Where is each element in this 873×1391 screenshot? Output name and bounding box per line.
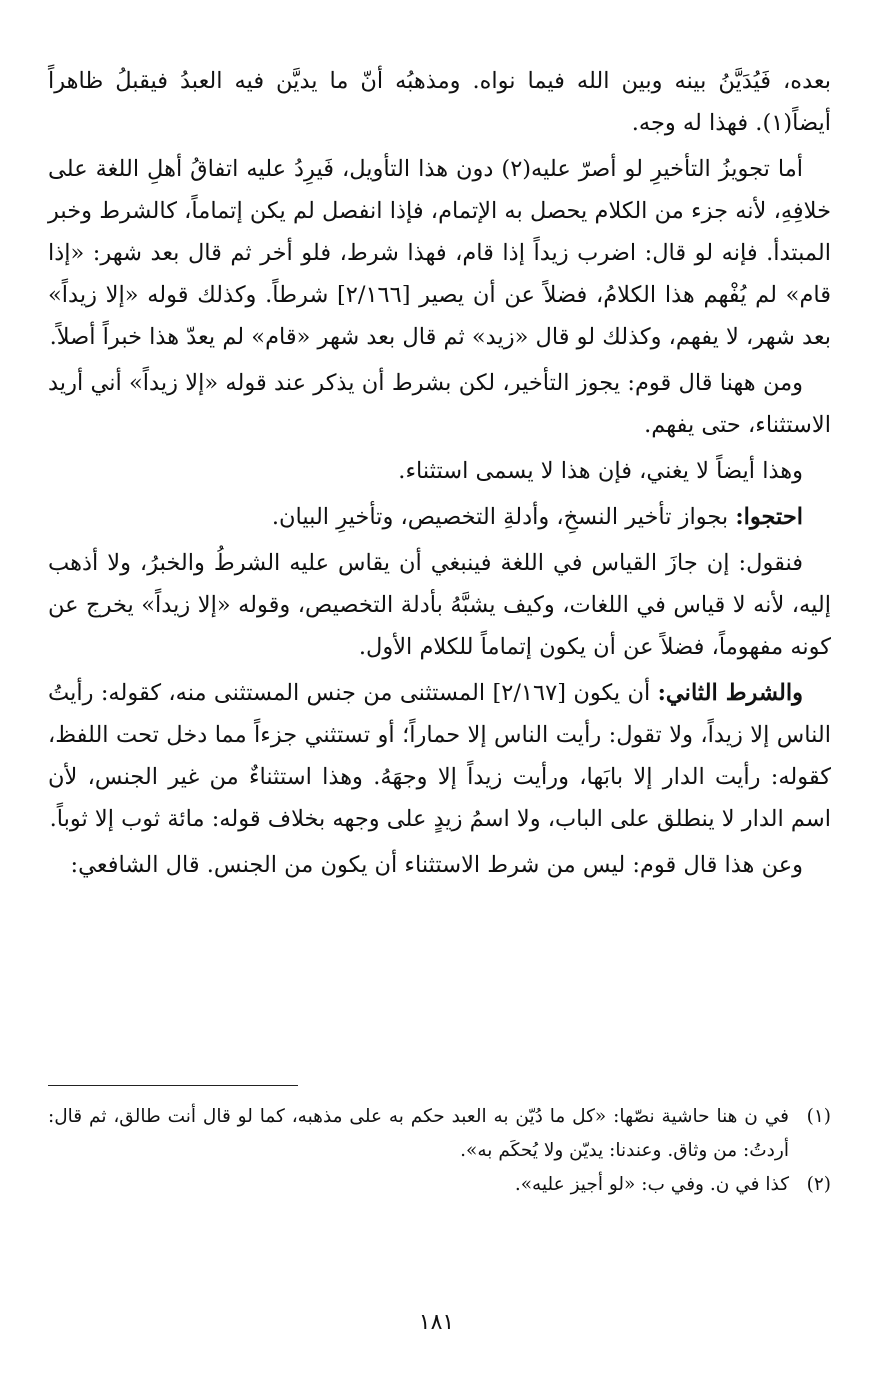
- paragraph-3: [48, 362, 831, 446]
- footnote-text: في ن هنا حاشية نصّها: «كل ما دُيّن به العبد حكم به على مذهبه، كما لو قال أنت طالق، ثم قال: أردتُ: من وثاق. وعندنا: يديّن ولا يُحكَم به».: [48, 1106, 789, 1161]
- footnote-2: [48, 1168, 831, 1202]
- footnotes: [48, 1085, 831, 1202]
- paragraph-text: بجواز تأخير النسخِ، وأدلةِ التخصيص، وتأخيرِ البيان.: [271, 504, 736, 530]
- paragraph-text: أن يكون [٢/١٦٧] المستثنى من جنس المستثنى منه، كقوله: رأيتُ الناس إلا زيداً، ولا تقول: رأيت الناس إلا حماراً؛ أو تستثني جزءاً مما دخل تحت اللفظ، كقوله: رأيت الدار إلا بابَها، ورأيت زيداً إلا وجهَهُ. وهذا استثناءٌ من غير الجنس، لأن اسم الدار لا ينطلق على الباب، ولا اسمُ زيدٍ على وجهه بخلاف قوله: مائة ثوب إلا ثوباً.: [48, 680, 831, 832]
- paragraph-lead: والشرط الثاني:: [657, 680, 803, 706]
- paragraph-6: [48, 542, 831, 668]
- paragraph-text: وهذا أيضاً لا يغني، فإن هذا لا يسمى استثناء.: [398, 458, 803, 484]
- paragraph-text: ومن ههنا قال قوم: يجوز التأخير، لكن بشرط أن يذكر عند قوله «إلا زيداً» أني أريد الاستثناء، حتى يفهم.: [48, 370, 831, 438]
- paragraph-5: [48, 496, 831, 538]
- paragraph-text: فنقول: إن جازَ القياس في اللغة فينبغي أن يقاس عليه الشرطُ والخبرُ، ولا أذهب إليه، لأنه لا قياس في اللغات، وكيف يشبَّهُ بأدلة التخصيص، وقوله «إلا زيداً» يخرج عن كونه مفهوماً، فضلاً عن أن يكون إتماماً للكلام الأول.: [48, 550, 831, 660]
- paragraph-lead: احتجوا:: [735, 504, 803, 530]
- paragraph-4: [48, 450, 831, 492]
- footnote-divider: [48, 1085, 298, 1086]
- paragraph-text: أما تجويزُ التأخيرِ لو أصرّ عليه(٢) دون هذا التأويل، فَيرِدُ عليه اتفاقُ أهلِ اللغة على خلافِهِ، لأنه جزء من الكلام يحصل به الإتمام، فإذا انفصل لم يكن إتماماً، كالشرط وخبر المبتدأ. فإنه لو قال: اضرب زيداً إذا قام، فهذا شرط، فلو أخر ثم قال بعد شهر: «إذا قام» لم يُفْهم هذا الكلامُ، فضلاً عن أن يصير [٢/١٦٦] شرطاً. وكذلك قوله «إلا زيداً» بعد شهر، لا يفهم، وكذلك لو قال «زيد» ثم قال بعد شهر «قام» لم يعدّ هذا خبراً أصلاً.: [48, 156, 831, 350]
- paragraph-7: [48, 672, 831, 840]
- footnote-number: (١): [806, 1106, 831, 1127]
- main-text: [48, 60, 831, 886]
- paragraph-2: [48, 148, 831, 358]
- paragraph-8: [48, 844, 831, 886]
- paragraph-text: بعده، فَيُدَيَّنُ بينه وبين الله فيما نواه. ومذهبُه أنّ ما يديَّن فيه العبدُ فيقبلُ ظاهراً أيضاً(١). فهذا له وجه.: [48, 68, 831, 136]
- footnote-number: (٢): [806, 1174, 831, 1195]
- paragraph-1: [48, 60, 831, 144]
- paragraph-text: وعن هذا قال قوم: ليس من شرط الاستثناء أن يكون من الجنس. قال الشافعي:: [70, 852, 803, 878]
- footnote-1: [48, 1100, 831, 1168]
- page-number: ١٨١: [418, 1310, 455, 1335]
- footnote-text: كذا في ن. وفي ب: «لو أجيز عليه».: [514, 1174, 789, 1195]
